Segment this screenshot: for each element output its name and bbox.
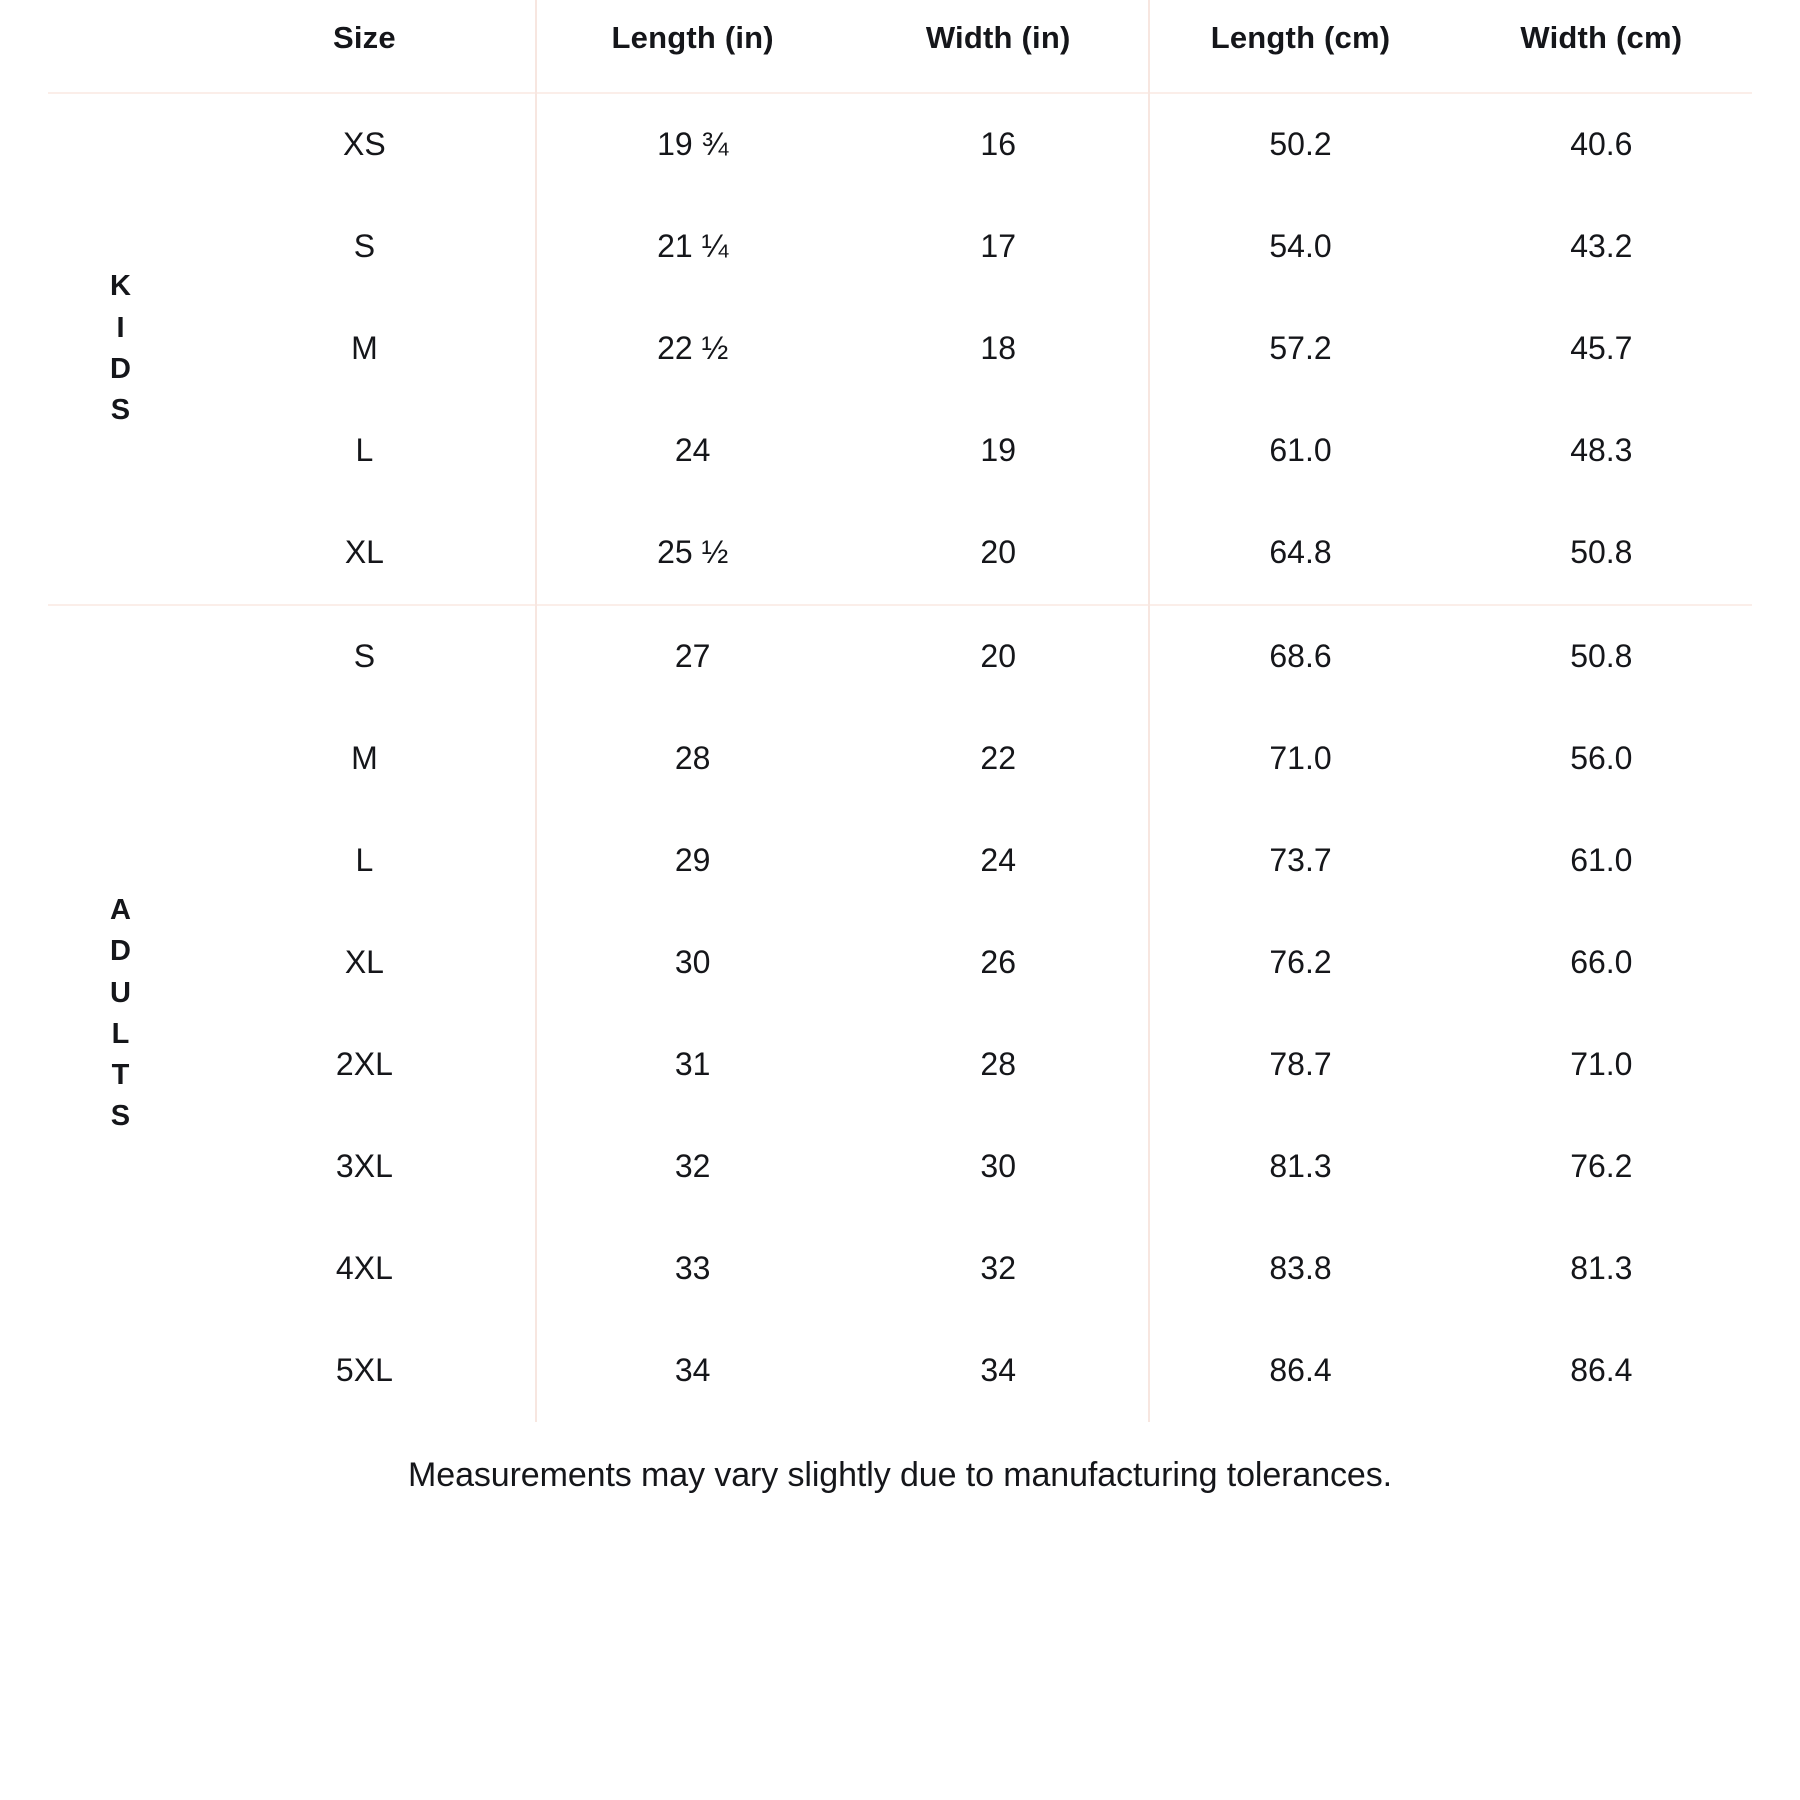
cell-size: 3XL [335,1148,393,1185]
table-header [48,0,1752,93]
group-letter: K [110,270,132,303]
cell-width-cm: 61.0 [1570,842,1633,879]
cell-width-in: 19 [848,400,1149,502]
cell-width-cm: 50.8 [1570,534,1633,571]
cell-length-cm: 71.0 [1269,740,1332,777]
cell-width-in: 18 [848,298,1149,400]
cell-length-in: 33 [536,1218,848,1320]
cell-length-cm: 57.2 [1269,330,1332,367]
cell-width-in: 22 [848,708,1149,810]
table-row [48,196,1752,298]
cell-width-cm: 48.3 [1570,432,1633,469]
table-row [48,1218,1752,1320]
cell-length-cm: 76.2 [1269,944,1332,981]
header-size: Size [332,20,396,55]
group-letter: I [116,311,125,344]
cell-size: M [351,740,378,777]
table-row [48,810,1752,912]
cell-width-cm: 43.2 [1570,228,1633,265]
cell-size: XL [344,944,384,981]
cell-length-in: 24 [536,400,848,502]
cell-length-cm: 68.6 [1149,605,1450,708]
cell-length-in: 19 ¾ [536,93,848,196]
cell-width-in: 26 [848,912,1149,1014]
cell-size: 4XL [335,1250,393,1287]
cell-length-in: 34 [536,1320,848,1422]
group-label-kids [48,93,193,605]
cell-length-in: 21 ¼ [536,196,848,298]
group-letter: S [110,1100,131,1133]
table-row [48,400,1752,502]
cell-size: M [351,330,378,367]
cell-length-in: 25 ½ [536,502,848,605]
cell-width-cm: 81.3 [1570,1250,1633,1287]
table-row [48,605,1752,708]
header-width-in: Width (in) [848,0,1149,93]
group-label-adults [48,605,193,1422]
cell-width-in: 28 [848,1014,1149,1116]
cell-width-in: 24 [848,810,1149,912]
cell-width-cm: 66.0 [1570,944,1633,981]
table-row [48,1320,1752,1422]
header-length-in: Length (in) [536,0,848,93]
cell-width-cm: 56.0 [1570,740,1633,777]
table-row [48,298,1752,400]
cell-width-in: 30 [848,1116,1149,1218]
cell-size: L [355,432,374,469]
cell-length-in: 22 ½ [536,298,848,400]
cell-length-in: 32 [536,1116,848,1218]
cell-width-in: 20 [848,502,1149,605]
cell-length-cm: 83.8 [1269,1250,1332,1287]
group-letter: A [110,894,132,927]
cell-width-in: 17 [848,196,1149,298]
header-group [48,0,193,93]
cell-width-in: 32 [848,1218,1149,1320]
cell-size: S [353,228,376,265]
cell-width-in: 16 [848,93,1149,196]
cell-width-cm: 76.2 [1570,1148,1633,1185]
group-letter: U [110,976,132,1009]
table-row [48,1116,1752,1218]
cell-length-in: 29 [536,810,848,912]
cell-size: 2XL [335,1046,393,1083]
cell-length-in: 28 [536,708,848,810]
group-letter: L [111,1017,130,1050]
table-body [48,93,1752,1422]
cell-size: L [355,842,374,879]
cell-length-cm: 64.8 [1269,534,1332,571]
cell-width-cm: 71.0 [1570,1046,1633,1083]
group-letter: D [110,352,132,385]
cell-width-cm: 45.7 [1570,330,1633,367]
footnote: Measurements may vary slightly due to manufacturing tolerances. [408,1455,1392,1494]
size-chart-table [48,0,1752,1422]
cell-length-cm: 54.0 [1269,228,1332,265]
cell-length-cm: 81.3 [1269,1148,1332,1185]
group-letter: D [110,935,132,968]
cell-length-in: 30 [536,912,848,1014]
cell-size: 5XL [335,1352,393,1389]
cell-width-cm: 40.6 [1451,93,1752,196]
header-length-cm: Length (cm) [1210,20,1391,55]
cell-length-in: 31 [536,1014,848,1116]
table-row [48,912,1752,1014]
header-row [48,0,1752,93]
cell-length-in: 27 [536,605,848,708]
group-letter: T [111,1058,130,1091]
cell-length-cm: 61.0 [1269,432,1332,469]
table-row [48,708,1752,810]
table-row [48,1014,1752,1116]
cell-width-cm: 50.8 [1451,605,1752,708]
cell-size: S [193,605,536,708]
cell-length-cm: 50.2 [1149,93,1450,196]
cell-length-cm: 73.7 [1269,842,1332,879]
table-row [48,93,1752,196]
table-row [48,502,1752,605]
cell-width-in: 20 [848,605,1149,708]
cell-size: XL [344,534,384,571]
cell-length-cm: 86.4 [1269,1352,1332,1389]
group-letter: S [110,393,131,426]
header-width-cm: Width (cm) [1520,20,1683,55]
cell-width-in: 34 [848,1320,1149,1422]
cell-size: XS [193,93,536,196]
cell-width-cm: 86.4 [1570,1352,1633,1389]
cell-length-cm: 78.7 [1269,1046,1332,1083]
